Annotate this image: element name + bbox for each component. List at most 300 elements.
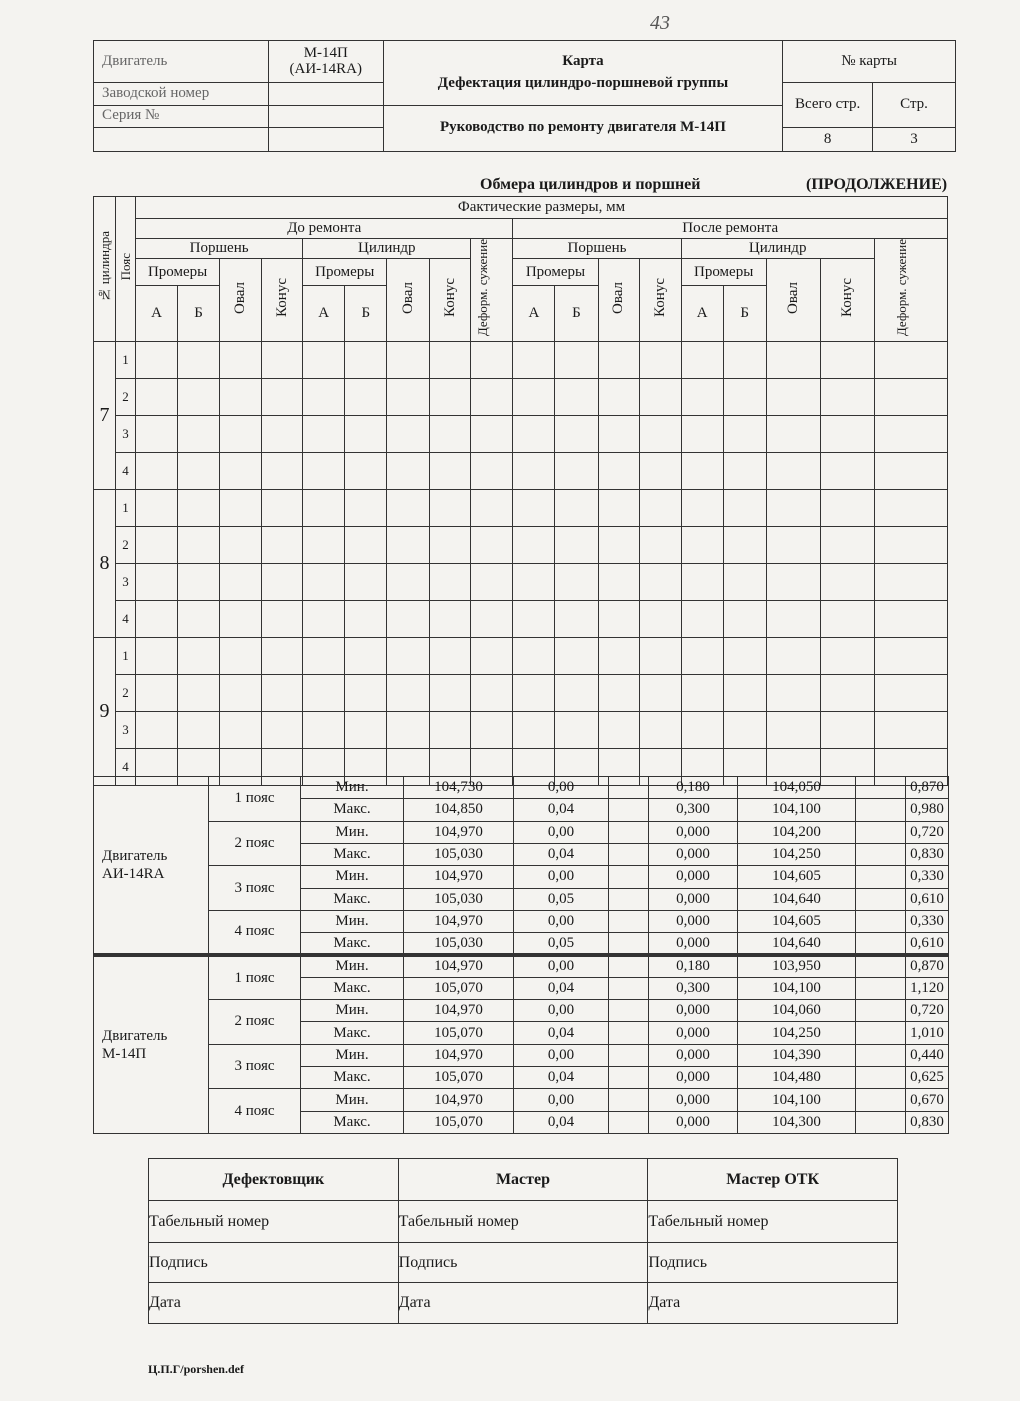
before-repair-header: До ремонта: [136, 219, 513, 239]
measurement-cell: [874, 416, 947, 453]
cone-header: Конус: [430, 259, 471, 342]
cone-header: Конус: [820, 259, 874, 342]
value-cone: 0,000: [649, 843, 738, 865]
measurement-cell: [262, 453, 303, 490]
measurement-cell: [220, 416, 262, 453]
measurements-header: Промеры: [303, 259, 387, 286]
value-empty: [609, 1067, 649, 1089]
measurement-cell: [513, 453, 555, 490]
measurement-cell: [820, 379, 874, 416]
value-cone: 0,000: [649, 821, 738, 843]
measurement-cell: [598, 564, 639, 601]
role-master: Мастер: [398, 1159, 648, 1201]
measurement-cell: [178, 638, 220, 675]
measurement-cell: [766, 675, 820, 712]
measurement-cell: [178, 564, 220, 601]
value-empty: [856, 910, 906, 932]
belt-number: 3: [116, 712, 136, 749]
limit-kind: Мин.: [301, 777, 404, 799]
belt-number: 3: [116, 416, 136, 453]
measurements-header: Промеры: [136, 259, 220, 286]
measurement-cell: [555, 601, 598, 638]
value-deform: 0,830: [906, 1111, 949, 1133]
measurement-cell: [681, 416, 723, 453]
value-empty: [609, 1000, 649, 1022]
measurement-cell: [513, 416, 555, 453]
belt-label: 3 пояс: [209, 1044, 301, 1089]
measurement-cell: [387, 453, 430, 490]
measurement-cell: [262, 342, 303, 379]
belt-label: 4 пояс: [209, 910, 301, 955]
measurement-cell: [820, 638, 874, 675]
measurement-cell: [513, 638, 555, 675]
tolerance-row: [94, 821, 949, 843]
measurement-cell: [430, 342, 471, 379]
serial-label: Заводской номер: [94, 83, 269, 105]
measurement-cell: [766, 601, 820, 638]
measurement-cell: [555, 490, 598, 527]
measurement-cell: [555, 453, 598, 490]
measurement-cell: [513, 490, 555, 527]
cylinder-number: 8: [94, 490, 116, 638]
measurement-cell: [555, 527, 598, 564]
value-cone: 0,000: [649, 1000, 738, 1022]
measurement-cell: [681, 675, 723, 712]
value-empty: [856, 821, 906, 843]
value-piston: 105,030: [404, 843, 514, 865]
measurement-cell: [555, 675, 598, 712]
measurement-cell: [471, 490, 513, 527]
value-oval: 0,00: [514, 955, 609, 977]
measurement-cell: [345, 490, 387, 527]
measurement-cell: [345, 601, 387, 638]
grid-row: [94, 601, 948, 638]
measurement-cell: [874, 342, 947, 379]
cone-header: Конус: [639, 259, 681, 342]
measurement-cell: [723, 675, 766, 712]
value-piston: 104,730: [404, 777, 514, 799]
oval-header: Овал: [220, 259, 262, 342]
cone-header: Конус: [262, 259, 303, 342]
measurement-cell: [430, 490, 471, 527]
measurement-cell: [766, 712, 820, 749]
measurement-cell: [387, 601, 430, 638]
value-deform: 0,610: [906, 933, 949, 955]
oval-header: Овал: [387, 259, 430, 342]
measurement-cell: [820, 527, 874, 564]
oval-header: Овал: [598, 259, 639, 342]
value-empty: [609, 799, 649, 821]
belt-label: 1 пояс: [209, 777, 301, 822]
value-cylinder: 104,640: [738, 888, 856, 910]
measurement-cell: [262, 527, 303, 564]
grid-row: [94, 379, 948, 416]
measurement-cell: [303, 712, 345, 749]
tolerance-row: [94, 777, 949, 799]
tolerance-table: [93, 776, 949, 1134]
measurement-cell: [598, 342, 639, 379]
value-piston: 104,970: [404, 866, 514, 888]
value-empty: [609, 1089, 649, 1111]
value-cylinder: 104,100: [738, 977, 856, 999]
col-b: Б: [178, 286, 220, 342]
measurement-cell: [820, 490, 874, 527]
measurement-cell: [598, 675, 639, 712]
tolerance-row: [94, 1089, 949, 1111]
deform-header-before: Деформ. сужение: [471, 239, 513, 342]
value-oval: 0,04: [514, 1022, 609, 1044]
value-empty: [856, 1089, 906, 1111]
measurement-cell: [178, 416, 220, 453]
measurements-header: Промеры: [513, 259, 598, 286]
belt-number: 3: [116, 564, 136, 601]
measurement-cell: [178, 712, 220, 749]
measurement-cell: [178, 453, 220, 490]
measurement-cell: [681, 712, 723, 749]
belt-label: 2 пояс: [209, 821, 301, 866]
section-continuation: (ПРОДОЛЖЕНИЕ): [806, 176, 948, 193]
tolerance-body: [94, 777, 949, 1134]
value-cone: 0,000: [649, 1067, 738, 1089]
measurement-cell: [303, 564, 345, 601]
measurement-cell: [766, 638, 820, 675]
measurement-cell: [639, 601, 681, 638]
measurement-cell: [430, 675, 471, 712]
grid-row: [94, 638, 948, 675]
value-cone: 0,300: [649, 977, 738, 999]
value-piston: 104,970: [404, 1044, 514, 1066]
role-qc-master: Мастер ОТК: [648, 1159, 898, 1201]
value-cone: 0,000: [649, 933, 738, 955]
measurement-cell: [555, 379, 598, 416]
measurement-cell: [387, 379, 430, 416]
value-cylinder: 104,250: [738, 1022, 856, 1044]
limit-kind: Мин.: [301, 1044, 404, 1066]
value-deform: 0,720: [906, 821, 949, 843]
limit-kind: Макс.: [301, 977, 404, 999]
engine-label: Двигатель: [94, 41, 269, 83]
measurement-cell: [766, 379, 820, 416]
value-oval: 0,00: [514, 777, 609, 799]
measurement-cell: [598, 712, 639, 749]
measurement-cell: [387, 564, 430, 601]
measurement-cell: [430, 453, 471, 490]
total-pages-value: 8: [783, 127, 873, 151]
col-b: Б: [345, 286, 387, 342]
signature-field: Подпись: [149, 1243, 399, 1283]
value-oval: 0,04: [514, 1067, 609, 1089]
tolerance-row: [94, 1000, 949, 1022]
measurement-cell: [874, 601, 947, 638]
value-empty: [856, 1044, 906, 1066]
cylinder-number: 9: [94, 638, 116, 786]
value-cylinder: 104,390: [738, 1044, 856, 1066]
grid-row: [94, 342, 948, 379]
measurement-cell: [220, 675, 262, 712]
card-no-label: № карты: [783, 41, 956, 83]
measurement-cell: [345, 453, 387, 490]
measurement-cell: [639, 342, 681, 379]
value-oval: 0,00: [514, 1000, 609, 1022]
value-deform: 0,870: [906, 777, 949, 799]
measurement-cell: [723, 416, 766, 453]
measurement-cell: [681, 379, 723, 416]
measurement-cell: [513, 601, 555, 638]
measurement-cell: [598, 490, 639, 527]
measurement-cell: [303, 527, 345, 564]
measurement-cell: [303, 453, 345, 490]
measurement-cell: [178, 675, 220, 712]
measurement-grid: [93, 196, 948, 786]
measurement-cell: [262, 490, 303, 527]
measurement-cell: [136, 490, 178, 527]
engine-value-line2: (АИ-14RA): [289, 60, 363, 77]
measurement-cell: [639, 527, 681, 564]
measurement-cell: [639, 379, 681, 416]
value-deform: 0,330: [906, 910, 949, 932]
measurement-cell: [513, 342, 555, 379]
measurement-cell: [639, 490, 681, 527]
cylinder-header-before: Цилиндр: [303, 239, 471, 259]
signature-field: Подпись: [398, 1243, 648, 1283]
measurement-cell: [874, 379, 947, 416]
measurement-cell: [681, 564, 723, 601]
value-deform: 0,870: [906, 955, 949, 977]
measurement-cell: [820, 675, 874, 712]
value-piston: 104,970: [404, 955, 514, 977]
measurement-cell: [513, 675, 555, 712]
limit-kind: Мин.: [301, 821, 404, 843]
measurement-cell: [820, 453, 874, 490]
belt-label: 3 пояс: [209, 866, 301, 911]
value-deform: 0,830: [906, 843, 949, 865]
measurement-cell: [723, 342, 766, 379]
card-title-cell: [383, 41, 782, 106]
measurement-cell: [471, 638, 513, 675]
measurement-cell: [723, 453, 766, 490]
cylinder-number: 7: [94, 342, 116, 490]
value-oval: 0,04: [514, 977, 609, 999]
measurement-cell: [262, 712, 303, 749]
measurement-cell: [513, 527, 555, 564]
measurement-cell: [303, 638, 345, 675]
value-empty: [609, 910, 649, 932]
measurement-cell: [681, 490, 723, 527]
measurement-cell: [639, 712, 681, 749]
measurement-cell: [874, 638, 947, 675]
value-piston: 104,970: [404, 910, 514, 932]
value-empty: [609, 1022, 649, 1044]
value-cone: 0,180: [649, 955, 738, 977]
value-deform: 0,625: [906, 1067, 949, 1089]
col-b: Б: [555, 286, 598, 342]
measurement-cell: [220, 527, 262, 564]
series-value: [268, 105, 383, 127]
value-empty: [609, 821, 649, 843]
value-deform: 0,330: [906, 866, 949, 888]
engine-name: Двигатель АИ-14RA: [94, 777, 209, 956]
value-cylinder: 104,250: [738, 843, 856, 865]
measurement-cell: [766, 564, 820, 601]
belt-number: 4: [116, 453, 136, 490]
belt-label: 4 пояс: [209, 1089, 301, 1134]
measurement-cell: [766, 342, 820, 379]
limit-kind: Макс.: [301, 1022, 404, 1044]
measurement-cell: [262, 416, 303, 453]
tolerance-row: [94, 955, 949, 977]
measurement-cell: [513, 712, 555, 749]
limit-kind: Макс.: [301, 1111, 404, 1133]
measurement-cell: [178, 379, 220, 416]
signature-table: [148, 1158, 898, 1324]
total-pages-label: Всего стр.: [783, 83, 873, 127]
grid-body: [94, 342, 948, 786]
measurement-cell: [681, 601, 723, 638]
section-title: Обмера цилиндров и поршней: [480, 176, 701, 193]
grid-row: [94, 453, 948, 490]
value-empty: [856, 1111, 906, 1133]
value-oval: 0,00: [514, 866, 609, 888]
measurement-cell: [555, 416, 598, 453]
measurement-cell: [136, 564, 178, 601]
value-empty: [609, 955, 649, 977]
belt-number: 2: [116, 379, 136, 416]
card-label: Карта: [562, 53, 604, 70]
col-a: А: [681, 286, 723, 342]
measurement-cell: [220, 712, 262, 749]
measurement-cell: [639, 638, 681, 675]
tolerance-row: [94, 866, 949, 888]
measurements-header: Промеры: [681, 259, 766, 286]
value-cylinder: 104,300: [738, 1111, 856, 1133]
measurement-cell: [345, 527, 387, 564]
measurement-cell: [220, 490, 262, 527]
date-field: Дата: [398, 1283, 648, 1324]
value-cone: 0,000: [649, 1089, 738, 1111]
value-empty: [609, 777, 649, 799]
measurement-cell: [136, 527, 178, 564]
measurement-cell: [820, 601, 874, 638]
measurement-cell: [723, 564, 766, 601]
belt-number: 4: [116, 749, 136, 786]
measurement-cell: [387, 416, 430, 453]
date-field: Дата: [149, 1283, 399, 1324]
measurement-cell: [513, 379, 555, 416]
grid-row: [94, 675, 948, 712]
belt-number: 4: [116, 601, 136, 638]
value-oval: 0,05: [514, 933, 609, 955]
measurement-cell: [723, 490, 766, 527]
measurement-cell: [303, 342, 345, 379]
measurement-cell: [220, 601, 262, 638]
measurement-cell: [136, 601, 178, 638]
measurement-cell: [387, 490, 430, 527]
measurement-cell: [262, 601, 303, 638]
measurement-cell: [874, 527, 947, 564]
measurement-cell: [430, 527, 471, 564]
col-a: А: [136, 286, 178, 342]
measurement-cell: [639, 453, 681, 490]
measurement-cell: [430, 564, 471, 601]
value-empty: [856, 1022, 906, 1044]
value-oval: 0,00: [514, 821, 609, 843]
value-empty: [856, 843, 906, 865]
value-piston: 104,970: [404, 1089, 514, 1111]
measurement-cell: [178, 342, 220, 379]
value-piston: 105,030: [404, 933, 514, 955]
measurement-cell: [471, 675, 513, 712]
measurement-cell: [430, 416, 471, 453]
value-cylinder: 104,605: [738, 866, 856, 888]
actual-sizes-header: Фактические размеры, мм: [136, 197, 948, 219]
measurement-cell: [513, 564, 555, 601]
engine-value-line1: М-14П: [303, 44, 348, 61]
value-empty: [609, 933, 649, 955]
date-field: Дата: [648, 1283, 898, 1324]
oval-header: Овал: [766, 259, 820, 342]
belt-number: 2: [116, 675, 136, 712]
belt-number: 1: [116, 638, 136, 675]
limit-kind: Мин.: [301, 866, 404, 888]
after-repair-header: После ремонта: [513, 219, 948, 239]
value-empty: [609, 977, 649, 999]
measurement-cell: [766, 416, 820, 453]
measurement-cell: [262, 675, 303, 712]
value-oval: 0,04: [514, 843, 609, 865]
grid-row: [94, 490, 948, 527]
value-cone: 0,180: [649, 777, 738, 799]
measurement-cell: [345, 638, 387, 675]
measurement-cell: [723, 712, 766, 749]
measurement-cell: [723, 638, 766, 675]
measurement-cell: [220, 453, 262, 490]
piston-header-after: Поршень: [513, 239, 681, 259]
value-cone: 0,000: [649, 1022, 738, 1044]
measurement-cell: [136, 453, 178, 490]
measurement-cell: [874, 490, 947, 527]
measurement-cell: [303, 675, 345, 712]
measurement-cell: [430, 712, 471, 749]
grid-row: [94, 712, 948, 749]
belt-number: 2: [116, 527, 136, 564]
measurement-cell: [220, 379, 262, 416]
value-empty: [856, 777, 906, 799]
measurement-cell: [681, 342, 723, 379]
serial-value: [268, 83, 383, 105]
value-cylinder: 104,060: [738, 1000, 856, 1022]
measurement-cell: [303, 379, 345, 416]
measurement-cell: [766, 527, 820, 564]
measurement-cell: [345, 675, 387, 712]
value-deform: 0,440: [906, 1044, 949, 1066]
belt-label: 1 пояс: [209, 955, 301, 1000]
measurement-cell: [387, 527, 430, 564]
measurement-cell: [598, 379, 639, 416]
measurement-cell: [723, 379, 766, 416]
col-b: Б: [723, 286, 766, 342]
measurement-cell: [262, 564, 303, 601]
grid-row: [94, 527, 948, 564]
value-empty: [856, 799, 906, 821]
measurement-cell: [555, 342, 598, 379]
value-piston: 104,970: [404, 1000, 514, 1022]
col-a: А: [513, 286, 555, 342]
header-table: [93, 40, 956, 152]
belt-label: 2 пояс: [209, 1000, 301, 1045]
measurement-cell: [681, 638, 723, 675]
role-defectoscopist: Дефектовщик: [149, 1159, 399, 1201]
header-blank-a: [94, 127, 269, 151]
